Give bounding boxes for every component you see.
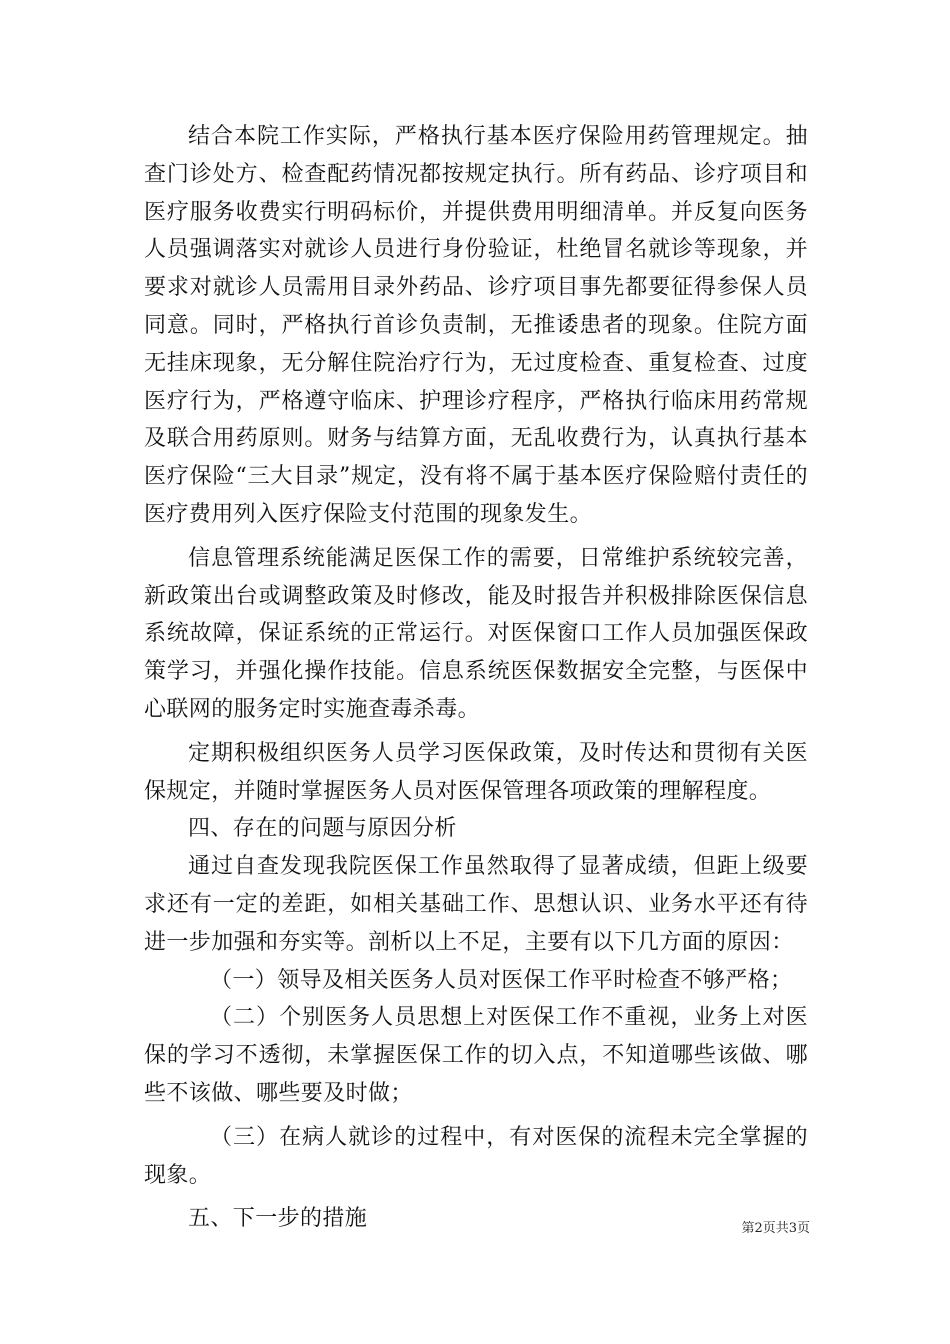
reason-item-2: （二）个别医务人员思想上对医保工作不重视，业务上对医保的学习不透彻，未掌握医保工作的切入点，不知道哪些该做、哪些不该做、哪些要及时做； bbox=[144, 1005, 808, 1106]
section-heading-problems: 四、存在的问题与原因分析 bbox=[188, 816, 457, 842]
reason-item-1: （一）领导及相关医务人员对医保工作平时检查不够严格； bbox=[210, 967, 793, 993]
paragraph-self-inspection: 通过自查发现我院医保工作虽然取得了显著成绩，但距上级要求还有一定的差距，如相关基础工作、思想认识、业务水平还有待进一步加强和夯实等。剖析以上不足，主要有以下几方面的原因： bbox=[144, 854, 808, 955]
paragraph-information-system: 信息管理系统能满足医保工作的需要，日常维护系统较完善，新政策出台或调整政策及时修改，能及时报告并积极排除医保信息系统故障，保证系统的正常运行。对医保窗口工作人员加强医保政策学习，并强化操作技能。信息系统医保数据安全完整，与医保中心联网的服务定时实施查毒杀毒。 bbox=[144, 545, 808, 722]
page-number: 第2页共3页 bbox=[741, 1221, 810, 1236]
section-heading-next-steps: 五、下一步的措施 bbox=[188, 1206, 368, 1232]
paragraph-drug-management: 结合本院工作实际，严格执行基本医疗保险用药管理规定。抽查门诊处方、检查配药情况都按规定执行。所有药品、诊疗项目和医疗服务收费实行明码标价，并提供费用明细清单。并反复向医务人员强调落实对就诊人员进行身份验证，杜绝冒名就诊等现象，并要求对就诊人员需用目录外药品、诊疗项目事先都要征得参保人员同意。同时，严格执行首诊负责制，无推诿患者的现象。住院方面无挂床现象，无分解住院治疗行为，无过度检查、重复检查、过度医疗行为，严格遵守临床、护理诊疗程序，严格执行临床用药常规及联合用药原则。财务与结算方面，无乱收费行为，认真执行基本医疗保险“三大目录”规定，没有将不属于基本医疗保险赔付责任的医疗费用列入医疗保险支付范围的现象发生。 bbox=[144, 124, 808, 527]
reason-item-3: （三）在病人就诊的过程中，有对医保的流程未完全掌握的现象。 bbox=[144, 1124, 808, 1188]
paragraph-staff-training: 定期积极组织医务人员学习医保政策，及时传达和贯彻有关医保规定，并随时掌握医务人员对医保管理各项政策的理解程度。 bbox=[144, 740, 808, 804]
document-body bbox=[144, 118, 808, 1238]
